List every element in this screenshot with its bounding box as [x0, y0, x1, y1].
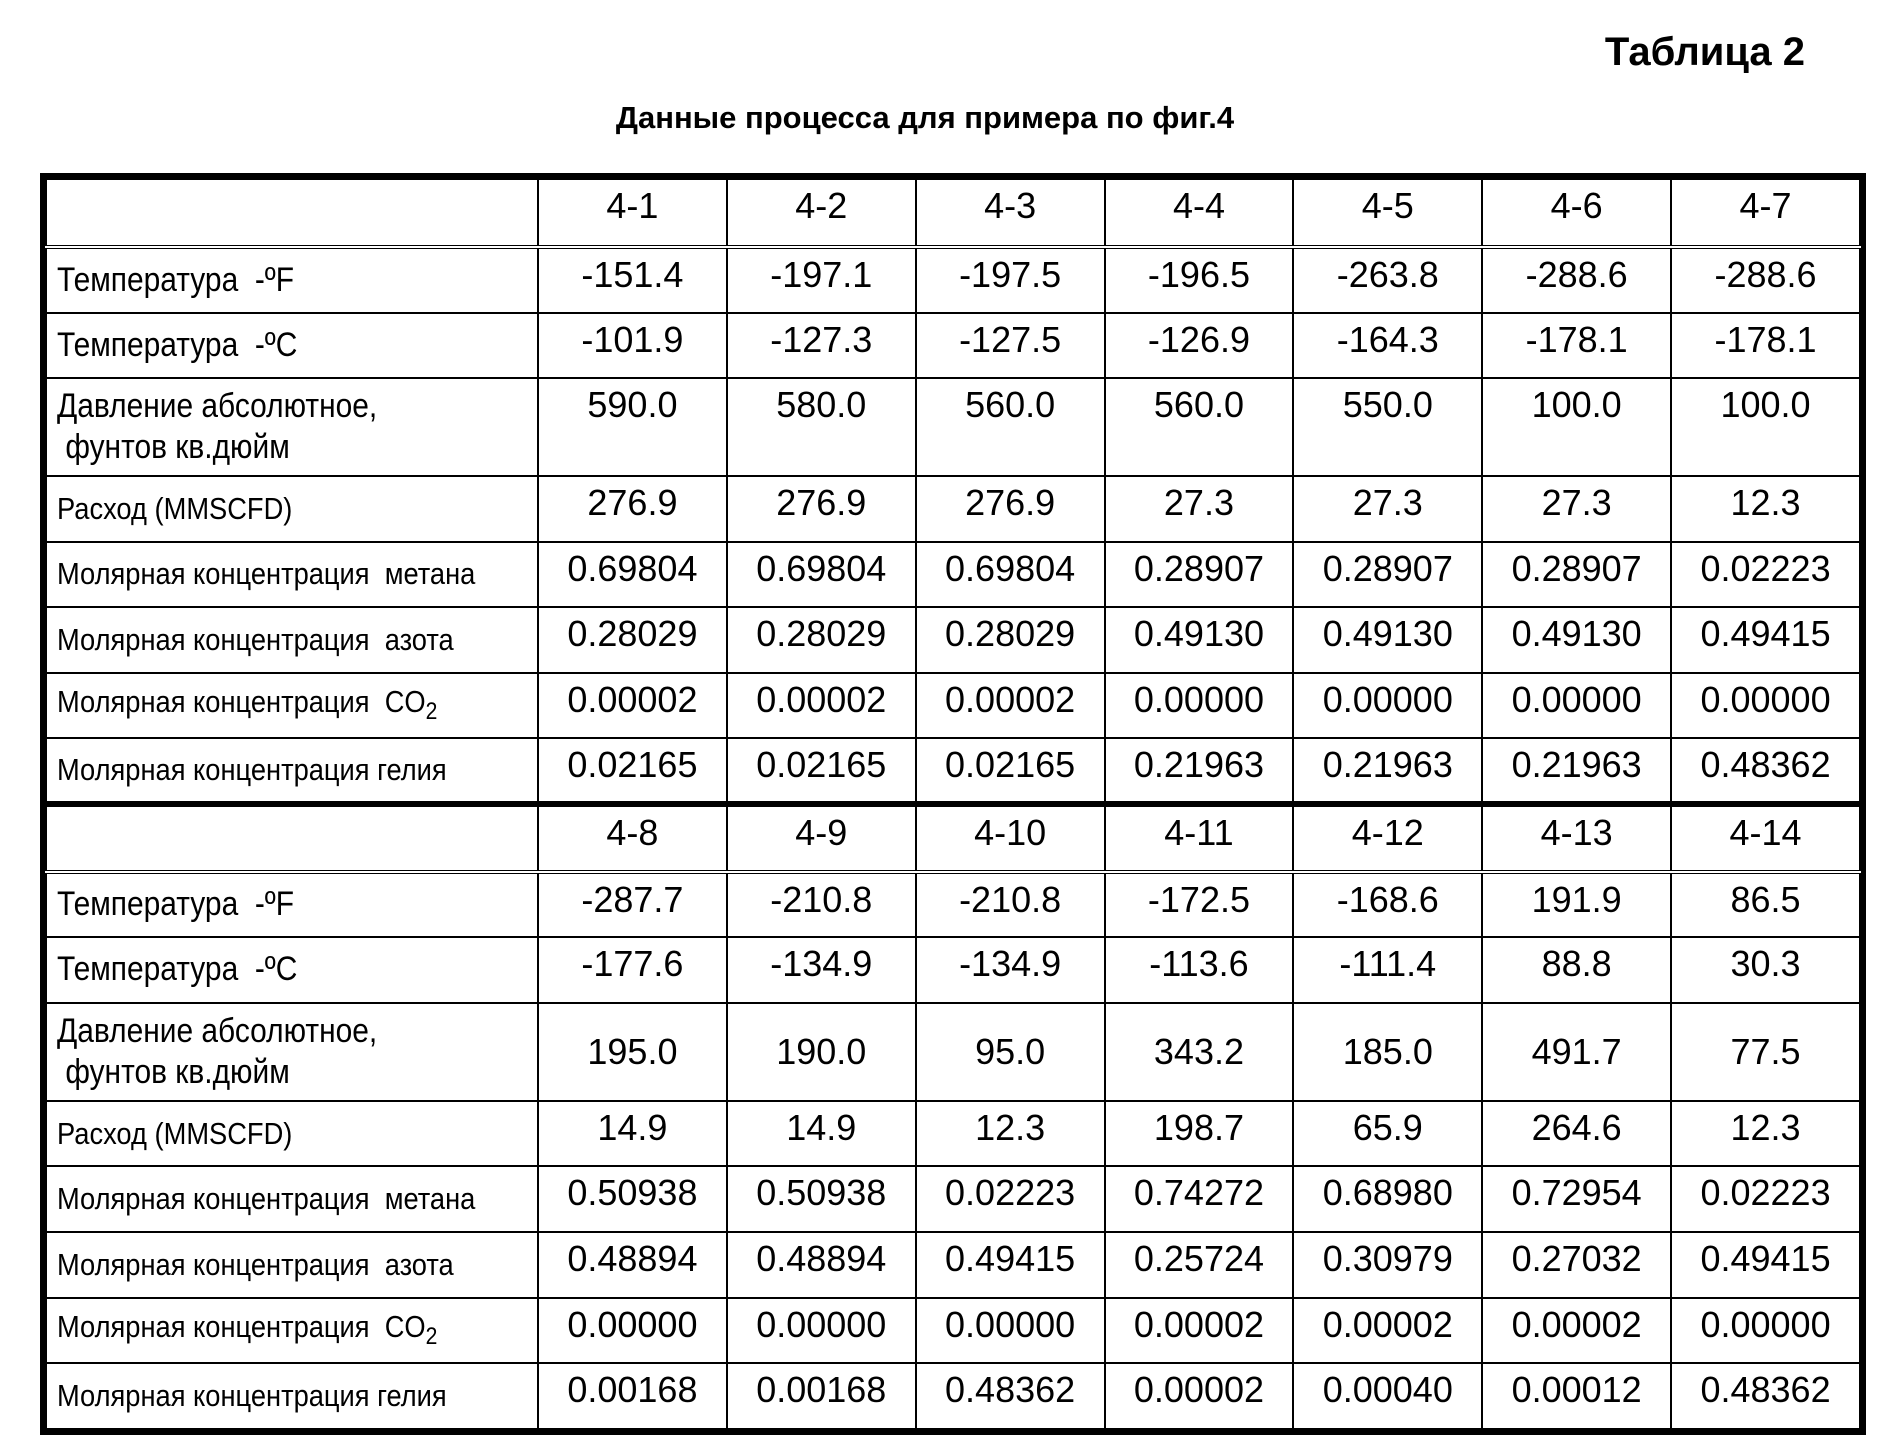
value-cell: 30.3: [1671, 937, 1860, 1003]
value-cell: -288.6: [1671, 247, 1860, 313]
value-cell: 100.0: [1482, 378, 1671, 476]
co2-label-subscript: 2: [425, 1323, 438, 1351]
value-cell: 0.28029: [538, 607, 727, 673]
value-cell: 0.27032: [1482, 1232, 1671, 1298]
row-label-temp_c: [46, 937, 538, 1003]
value-cell: 276.9: [727, 476, 916, 542]
table-row-helium: [46, 738, 1860, 804]
value-cell: 560.0: [916, 378, 1105, 476]
value-cell: 0.00002: [1293, 1298, 1482, 1364]
value-cell: -164.3: [1293, 313, 1482, 379]
row-label-text: Температура -ºC: [57, 325, 298, 364]
table-row-temp_f: [46, 247, 1860, 313]
value-cell: -210.8: [727, 872, 916, 938]
value-cell: 0.00000: [727, 1298, 916, 1364]
row-label-text: Молярная концентрация гелия: [57, 1378, 447, 1414]
pressure-label-line2: фунтов кв.дюйм: [57, 428, 290, 467]
value-cell: 95.0: [916, 1003, 1105, 1101]
row-label-helium: [46, 1363, 538, 1429]
value-cell: -287.7: [538, 872, 727, 938]
value-cell: 0.28029: [916, 607, 1105, 673]
stream-id-cell: 4-5: [1293, 179, 1482, 247]
value-cell: 0.48362: [916, 1363, 1105, 1429]
row-label-text: Расход (MMSCFD): [57, 1115, 293, 1151]
value-cell: 343.2: [1105, 1003, 1294, 1101]
value-cell: 0.68980: [1293, 1166, 1482, 1232]
stream-id-cell: 4-11: [1105, 804, 1294, 872]
value-cell: 0.69804: [538, 542, 727, 608]
value-cell: 0.02223: [1671, 542, 1860, 608]
row-label-text: Температура -ºF: [57, 885, 295, 924]
value-cell: 27.3: [1105, 476, 1294, 542]
value-cell: 0.49130: [1482, 607, 1671, 673]
value-cell: 0.00002: [538, 673, 727, 739]
stream-id-cell: 4-4: [1105, 179, 1294, 247]
table-caption: Данные процесса для примера по фиг.4: [615, 100, 1235, 135]
row-label-temp_f: [46, 247, 538, 313]
value-cell: 12.3: [916, 1101, 1105, 1167]
stream-id-cell: 4-1: [538, 179, 727, 247]
value-cell: 0.28907: [1105, 542, 1294, 608]
value-cell: -196.5: [1105, 247, 1294, 313]
table-row-nitrogen: [46, 1232, 1860, 1298]
value-cell: 0.00000: [1482, 673, 1671, 739]
row-label-text: Молярная концентрация азота: [57, 621, 454, 657]
stream-id-cell: 4-14: [1671, 804, 1860, 872]
value-cell: 560.0: [1105, 378, 1294, 476]
value-cell: 14.9: [538, 1101, 727, 1167]
table-row-flow: [46, 476, 1860, 542]
value-cell: 190.0: [727, 1003, 916, 1101]
value-cell: -168.6: [1293, 872, 1482, 938]
stream-id-cell: 4-3: [916, 179, 1105, 247]
row-label-co2: [46, 673, 538, 739]
value-cell: 77.5: [1671, 1003, 1860, 1101]
value-cell: 0.00168: [727, 1363, 916, 1429]
value-cell: -134.9: [916, 937, 1105, 1003]
value-cell: -288.6: [1482, 247, 1671, 313]
stream-id-cell: 4-12: [1293, 804, 1482, 872]
value-cell: 0.49415: [916, 1232, 1105, 1298]
header-blank-cell: [46, 804, 538, 872]
value-cell: 0.02165: [538, 738, 727, 804]
value-cell: 86.5: [1671, 872, 1860, 938]
co2-label-text: Молярная концентрация CO: [57, 1309, 426, 1345]
row-label-temp_f: [46, 872, 538, 938]
value-cell: -197.1: [727, 247, 916, 313]
row-label-nitrogen: [46, 607, 538, 673]
value-cell: -197.5: [916, 247, 1105, 313]
row-label-pressure: [46, 1003, 538, 1101]
stream-header-row: [46, 179, 1860, 247]
value-cell: 0.02223: [916, 1166, 1105, 1232]
value-cell: 0.49130: [1105, 607, 1294, 673]
value-cell: -263.8: [1293, 247, 1482, 313]
value-cell: 276.9: [916, 476, 1105, 542]
pressure-label-line2: фунтов кв.дюйм: [57, 1052, 290, 1091]
value-cell: 0.49415: [1671, 607, 1860, 673]
value-cell: 0.49415: [1671, 1232, 1860, 1298]
value-cell: -134.9: [727, 937, 916, 1003]
value-cell: 0.00002: [1482, 1298, 1671, 1364]
value-cell: 0.50938: [727, 1166, 916, 1232]
stream-id-cell: 4-7: [1671, 179, 1860, 247]
table-row-temp_c: [46, 313, 1860, 379]
stream-id-cell: 4-9: [727, 804, 916, 872]
process-data-table: [40, 173, 1866, 1435]
value-cell: 0.00002: [727, 673, 916, 739]
row-label-pressure: [46, 378, 538, 476]
co2-label-subscript: 2: [425, 698, 438, 726]
value-cell: 0.00000: [1671, 673, 1860, 739]
value-cell: 590.0: [538, 378, 727, 476]
value-cell: 191.9: [1482, 872, 1671, 938]
value-cell: -127.3: [727, 313, 916, 379]
value-cell: -127.5: [916, 313, 1105, 379]
value-cell: -113.6: [1105, 937, 1294, 1003]
value-cell: 276.9: [538, 476, 727, 542]
value-cell: 0.00000: [1671, 1298, 1860, 1364]
value-cell: -151.4: [538, 247, 727, 313]
row-label-nitrogen: [46, 1232, 538, 1298]
stream-id-cell: 4-8: [538, 804, 727, 872]
table-row-co2: [46, 1298, 1860, 1364]
row-label-text: Температура -ºF: [57, 260, 295, 299]
value-cell: 0.00000: [1105, 673, 1294, 739]
table-row-helium: [46, 1363, 1860, 1429]
value-cell: 0.69804: [916, 542, 1105, 608]
stream-id-cell: 4-6: [1482, 179, 1671, 247]
value-cell: 14.9: [727, 1101, 916, 1167]
value-cell: 0.00002: [1105, 1298, 1294, 1364]
value-cell: -126.9: [1105, 313, 1294, 379]
table-row-temp_f: [46, 872, 1860, 938]
value-cell: 0.72954: [1482, 1166, 1671, 1232]
stream-id-cell: 4-13: [1482, 804, 1671, 872]
value-cell: 0.48362: [1671, 1363, 1860, 1429]
value-cell: 0.48894: [727, 1232, 916, 1298]
value-cell: 0.00002: [916, 673, 1105, 739]
co2-label-text: Молярная концентрация CO: [57, 684, 426, 720]
row-label-flow: [46, 1101, 538, 1167]
row-label-text: Молярная концентрация метана: [57, 1181, 476, 1217]
row-label-methane: [46, 542, 538, 608]
value-cell: 0.21963: [1293, 738, 1482, 804]
value-cell: 0.21963: [1105, 738, 1294, 804]
value-cell: -172.5: [1105, 872, 1294, 938]
row-label-text: Расход (MMSCFD): [57, 490, 293, 526]
stream-id-cell: 4-10: [916, 804, 1105, 872]
table-row-flow: [46, 1101, 1860, 1167]
value-cell: 0.28907: [1293, 542, 1482, 608]
table-row-temp_c: [46, 937, 1860, 1003]
value-cell: -111.4: [1293, 937, 1482, 1003]
value-cell: 0.00000: [1293, 673, 1482, 739]
value-cell: 550.0: [1293, 378, 1482, 476]
table-row-methane: [46, 1166, 1860, 1232]
value-cell: -101.9: [538, 313, 727, 379]
value-cell: 0.49130: [1293, 607, 1482, 673]
row-label-temp_c: [46, 313, 538, 379]
data-table: [45, 178, 1861, 1430]
value-cell: 0.25724: [1105, 1232, 1294, 1298]
value-cell: 12.3: [1671, 476, 1860, 542]
value-cell: 0.00000: [538, 1298, 727, 1364]
value-cell: -177.6: [538, 937, 727, 1003]
value-cell: 198.7: [1105, 1101, 1294, 1167]
value-cell: -210.8: [916, 872, 1105, 938]
stream-header-row: [46, 804, 1860, 872]
table-row-pressure: [46, 378, 1860, 476]
value-cell: 0.48894: [538, 1232, 727, 1298]
row-label-text: Молярная концентрация метана: [57, 556, 476, 592]
value-cell: 0.00040: [1293, 1363, 1482, 1429]
value-cell: 0.00012: [1482, 1363, 1671, 1429]
value-cell: 580.0: [727, 378, 916, 476]
value-cell: 0.69804: [727, 542, 916, 608]
value-cell: 12.3: [1671, 1101, 1860, 1167]
value-cell: 0.48362: [1671, 738, 1860, 804]
table-number: Таблица 2: [1604, 30, 1805, 74]
value-cell: 27.3: [1293, 476, 1482, 542]
stream-id-cell: 4-2: [727, 179, 916, 247]
value-cell: 88.8: [1482, 937, 1671, 1003]
value-cell: 65.9: [1293, 1101, 1482, 1167]
row-label-flow: [46, 476, 538, 542]
value-cell: 0.74272: [1105, 1166, 1294, 1232]
value-cell: 0.02165: [916, 738, 1105, 804]
header-blank-cell: [46, 179, 538, 247]
row-label-text: Температура -ºC: [57, 950, 298, 989]
value-cell: 0.30979: [1293, 1232, 1482, 1298]
value-cell: 0.00002: [1105, 1363, 1294, 1429]
pressure-label-line1: Давление абсолютное,: [57, 387, 378, 426]
value-cell: 0.28907: [1482, 542, 1671, 608]
row-label-co2: [46, 1298, 538, 1364]
row-label-methane: [46, 1166, 538, 1232]
value-cell: 185.0: [1293, 1003, 1482, 1101]
pressure-label-line1: Давление абсолютное,: [57, 1012, 378, 1051]
value-cell: 195.0: [538, 1003, 727, 1101]
table-row-pressure: [46, 1003, 1860, 1101]
value-cell: -178.1: [1671, 313, 1860, 379]
value-cell: 264.6: [1482, 1101, 1671, 1167]
value-cell: 0.00000: [916, 1298, 1105, 1364]
value-cell: -178.1: [1482, 313, 1671, 379]
table-row-nitrogen: [46, 607, 1860, 673]
value-cell: 491.7: [1482, 1003, 1671, 1101]
value-cell: 0.00168: [538, 1363, 727, 1429]
value-cell: 0.50938: [538, 1166, 727, 1232]
value-cell: 0.02223: [1671, 1166, 1860, 1232]
row-label-text: Молярная концентрация азота: [57, 1246, 454, 1282]
table-row-co2: [46, 673, 1860, 739]
value-cell: 0.21963: [1482, 738, 1671, 804]
row-label-text: Молярная концентрация гелия: [57, 752, 447, 788]
table-row-methane: [46, 542, 1860, 608]
value-cell: 100.0: [1671, 378, 1860, 476]
value-cell: 0.28029: [727, 607, 916, 673]
value-cell: 0.02165: [727, 738, 916, 804]
row-label-helium: [46, 738, 538, 804]
value-cell: 27.3: [1482, 476, 1671, 542]
